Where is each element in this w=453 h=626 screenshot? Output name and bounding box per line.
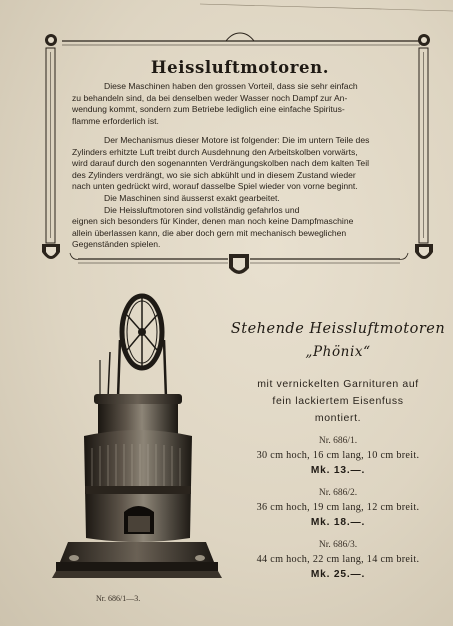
page-title: Heissluftmotoren. [150,58,330,77]
item-dimensions: 30 cm hoch, 16 cm lang, 10 cm breit. [256,450,420,461]
product-item-2 [226,488,450,528]
image-caption: Nr. 686/1—3. [96,594,141,603]
para-line: Gegenständen spielen. [72,239,161,250]
para-line: Diese Maschinen haben den grossen Vorteil, dass sie sehr einfach [104,81,358,91]
para-line: allein überlassen kann, die aber doch gern mit mechanisch beweglichen [72,227,347,238]
description-line: montiert. [314,412,362,424]
description-line: mit vernickelten Garnituren auf [257,378,419,390]
para-line: des Zylinders verdrängt, wo sie sich abkühlt und in diesem Zustand wieder [72,169,356,180]
item-price: Mk. 25.—. [310,569,366,580]
para-line: flamme erforderlich ist. [72,115,159,126]
item-number: Nr. 686/3. [318,540,358,550]
description-line: fein lackiertem Eisenfuss [272,395,404,407]
intro-section [72,55,408,261]
product-subheading: „Phönix“ [305,344,371,360]
para-line: Die Heissluftmotoren sind vollständig gefahrlos und [104,204,300,215]
product-description [226,376,450,427]
para-line: nach unten gedrückt wird, worauf dasselbe Spiel wieder von vorne beginnt. [72,181,358,192]
para-line: wendung kommt, sondern zum Betriebe lediglich eine einfache Spiritus- [72,104,345,115]
paragraph-advantage [72,81,408,127]
para-line: zu behandeln sind, da bei denselben weder Wasser noch Dampf zur An- [72,92,348,103]
item-price: Mk. 18.—. [310,517,366,528]
item-number: Nr. 686/1. [318,436,358,446]
item-dimensions: 44 cm hoch, 22 cm lang, 14 cm breit. [256,554,420,565]
item-price: Mk. 13.—. [310,465,366,476]
product-heading: Stehende Heissluftmotoren [230,321,446,337]
para-line: Zylinders erhitzte Luft treibt durch Ausdehnung den Arbeitskolben vorwärts, [72,146,358,157]
item-dimensions: 36 cm hoch, 19 cm lang, 12 cm breit. [256,502,420,513]
paragraph-mechanism [72,135,408,251]
item-number: Nr. 686/2. [318,488,358,498]
para-line: wird darauf durch den sogenannten Verdrängungskolben nach dem kalten Teil [72,158,370,169]
product-item-1 [226,436,450,476]
para-line: Der Mechanismus dieser Motore ist folgender: Die im untern Teile des [104,135,370,145]
product-item-3 [226,540,450,580]
para-line: eignen sich besonders für Kinder, denen man noch keine Dampfmaschine [72,216,354,227]
hot-air-engine-illustration [30,290,230,590]
para-line: Die Maschinen sind äusserst exakt gearbeitet. [104,192,280,203]
